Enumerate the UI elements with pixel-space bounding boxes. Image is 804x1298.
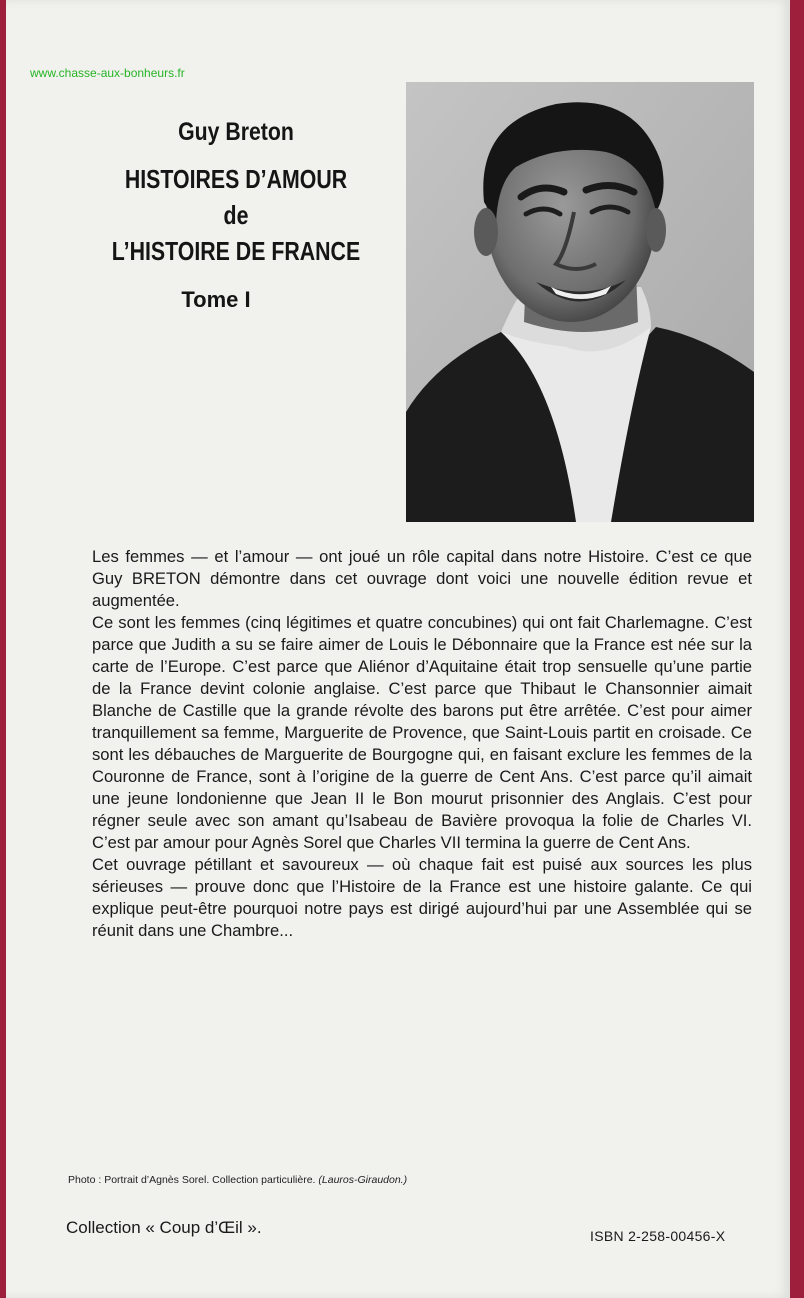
watermark-link[interactable]: www.chasse-aux-bonheurs.fr	[30, 66, 185, 80]
book-back-cover	[6, 0, 790, 1298]
title-line-2: de	[223, 200, 249, 230]
blurb-paragraph-2: Ce sont les femmes (cinq légitimes et quatre concubines) qui ont fait Charlemagne. C’est parce que Judith a su se faire aimer de Louis le Débonnaire que la France est née sur la carte de l’Europe. C’est parce que Aliénor d’Aquitaine était trop sensuelle qu’une partie de la France devint colonie anglaise. C’est parce que Thibaut le Chansonnier aimait Blanche de Castille que la grande révolte des barons put être arrêtée. C’est pour aimer tranquillement sa femme, Marguerite de Provence, que Saint-Louis partit en croisade. Ce sont les débauches de Marguerite de Bourgogne qui, en faisant exclure les femmes de la Couronne de France, sont à l’origine de la guerre de Cent Ans. C’est parce qu’il aimait une jeune londonienne que Jean II le Bon mourut prisonnier des Anglais. C’est pour régner seule avec son amant qu’Isabeau de Bavière provoqua la folie de Charles VI. C’est par amour pour Agnès Sorel que Charles VII termina la guerre de Cent Ans.	[92, 613, 752, 852]
blurb-paragraph-1: Les femmes — et l’amour — ont joué un rôle capital dans notre Histoire. C’est ce que Guy BRETON démontre dans cet ouvrage dont voici une nouvelle édition revue et augmentée.	[92, 547, 752, 610]
title-line-3: L’HISTOIRE DE FRANCE	[111, 236, 361, 266]
photo-credit-source: (Lauros-Giraudon.)	[318, 1174, 408, 1186]
photo-credit-text: Photo : Portrait d’Agnès Sorel. Collection particulière.	[68, 1174, 316, 1186]
portrait-illustration	[406, 82, 754, 522]
blurb-paragraph-3: Cet ouvrage pétillant et savoureux — où chaque fait est puisé aux sources les plus sérieuses — prouve donc que l’Histoire de la France est une histoire galante. Ce qui explique peut-être pourquoi notre pays est dirigé aujourd’hui par une Assemblée qui se réunit dans une Chambre...	[92, 855, 752, 940]
collection-name: Collection « Coup d’Œil ».	[66, 1218, 262, 1237]
photo-credit	[68, 1174, 407, 1186]
title-block	[76, 118, 396, 313]
isbn-number: ISBN 2-258-00456-X	[590, 1228, 726, 1244]
volume-label: Tome I	[181, 287, 251, 312]
title-line-1: HISTOIRES D’AMOUR	[124, 164, 348, 194]
author-name: Guy Breton	[178, 118, 294, 146]
back-cover-blurb	[92, 546, 752, 942]
author-portrait-photo	[406, 82, 754, 522]
